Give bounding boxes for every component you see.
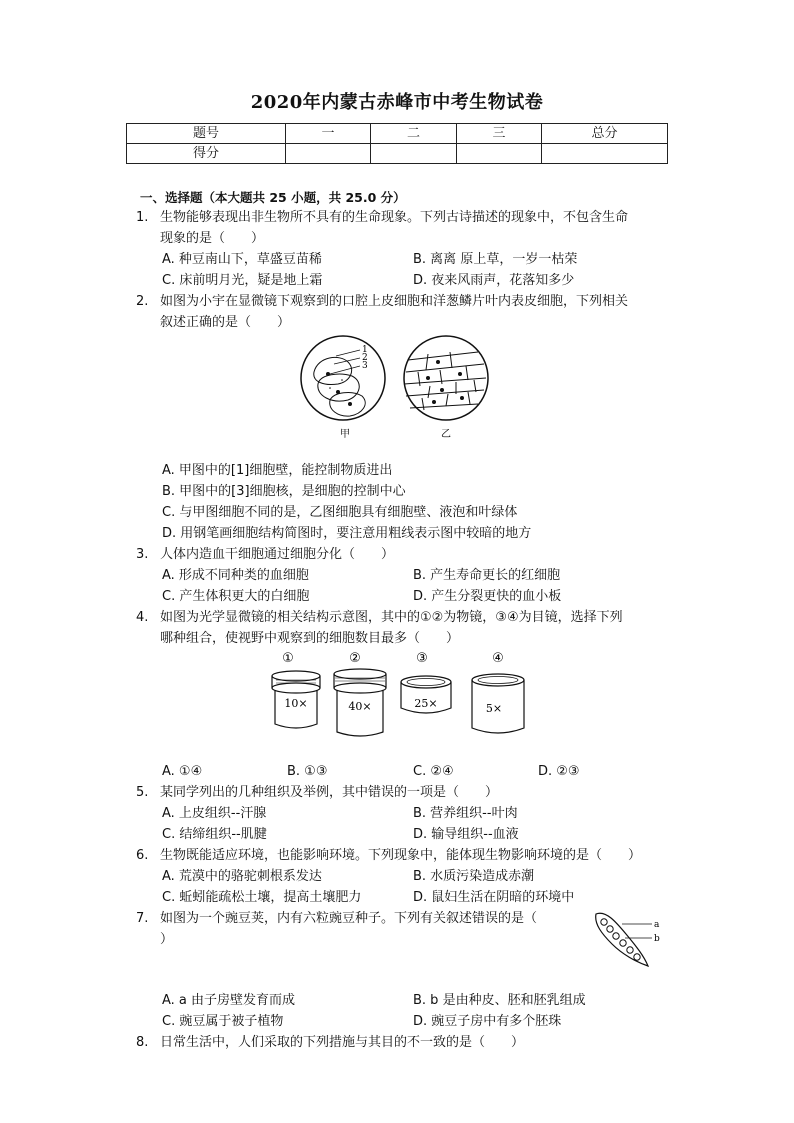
option-d: D. ②③ (538, 764, 580, 779)
question-stem: ） (160, 932, 174, 947)
figure-number: 3 (362, 361, 368, 371)
option-a: A. 种豆南山下，草盛豆苗稀 (162, 252, 322, 267)
question-stem: 生物既能适应环境，也能影响环境。下列现象中，能体现生物影响环境的是（ ） (160, 848, 642, 863)
score-cell: 总分 (542, 124, 668, 144)
score-cell (371, 144, 457, 164)
question-number: 5. (136, 785, 149, 800)
question-number: 3. (136, 547, 149, 562)
question-stem: 哪种组合，使视野中观察到的细胞数目最多（ ） (160, 631, 460, 646)
option-d: D. 豌豆子房中有多个胚珠 (413, 1014, 562, 1029)
question-stem: 某同学列出的几种组织及举例，其中错误的一项是（ ） (160, 785, 499, 800)
option-c: C. 蚯蚓能疏松土壤，提高土壤肥力 (162, 890, 362, 905)
option-b: B. 产生寿命更长的红细胞 (413, 568, 561, 583)
option-d: D. 夜来风雨声，花落知多少 (413, 273, 575, 288)
score-table-header-row (127, 124, 668, 144)
option-b: B. 水质污染造成赤潮 (413, 869, 535, 884)
question-number: 6. (136, 848, 149, 863)
option-b: B. 营养组织--叶肉 (413, 806, 518, 821)
option-c: C. ②④ (413, 764, 454, 779)
score-cell: 二 (371, 124, 457, 144)
figure-label: 乙 (441, 429, 451, 440)
question-stem: 人体内造血干细胞通过细胞分化（ ） (160, 547, 395, 562)
figure-label: 甲 (340, 429, 350, 440)
score-cell (457, 144, 542, 164)
option-c: C. 结缔组织--肌腱 (162, 827, 267, 842)
question-number: 4. (136, 610, 149, 625)
score-cell: 三 (457, 124, 542, 144)
question-stem: 如图为小宇在显微镜下观察到的口腔上皮细胞和洋葱鳞片叶内表皮细胞，下列相关 (160, 294, 629, 309)
lens-magnification: 25× (414, 697, 438, 710)
lens-magnification: 40× (348, 700, 372, 713)
eyepiece-lens-4 (472, 674, 524, 733)
score-cell: 得分 (127, 144, 286, 164)
option-b: B. ①③ (287, 764, 328, 779)
option-b: B. 离离 原上草，一岁一枯荣 (413, 252, 578, 267)
eyepiece-lens-3 (401, 676, 451, 713)
score-table (126, 123, 668, 164)
lens-label: ① (282, 651, 294, 666)
score-table-score-row (127, 144, 668, 164)
lens-label: ③ (416, 651, 428, 666)
figure-label: a (654, 920, 660, 930)
question-stem: 日常生活中，人们采取的下列措施与其目的不一致的是（ ） (160, 1035, 525, 1050)
objective-lens-2 (334, 669, 386, 736)
option-a: A. ①④ (162, 764, 203, 779)
lens-magnification: 10× (284, 697, 308, 710)
option-c: C. 产生体积更大的白细胞 (162, 589, 310, 604)
question-stem: 生物能够表现出非生物所不具有的生命现象。下列古诗描述的现象中，不包含生命 (160, 210, 629, 225)
lens-figure (268, 646, 528, 746)
lens-label: ④ (492, 651, 504, 666)
score-cell: 一 (286, 124, 371, 144)
option-a: A. a 由子房壁发育而成 (162, 993, 296, 1008)
question-stem: 叙述正确的是（ ） (160, 315, 291, 330)
option-d: D. 用钢笔画细胞结构简图时，要注意用粗线表示图中较暗的地方 (162, 526, 532, 541)
question-stem: 如图为光学显微镜的相关结构示意图，其中的①②为物镜，③④为目镜，选择下列 (160, 610, 623, 625)
option-b: B. 甲图中的[3]细胞核，是细胞的控制中心 (162, 484, 406, 499)
option-d: D. 输导组织--血液 (413, 827, 519, 842)
cell-figure (300, 334, 500, 442)
option-c: C. 床前明月光，疑是地上霜 (162, 273, 323, 288)
question-number: 2. (136, 294, 149, 309)
figure-label: b (654, 934, 660, 944)
option-a: A. 荒漠中的骆驼刺根系发达 (162, 869, 322, 884)
question-stem: 如图为一个豌豆荚，内有六粒豌豆种子。下列有关叙述错误的是（ (160, 911, 538, 926)
figure-number: 1 (362, 345, 368, 355)
option-c: C. 与甲图细胞不同的是，乙图细胞具有细胞壁、液泡和叶绿体 (162, 505, 518, 520)
score-cell (542, 144, 668, 164)
question-number: 1. (136, 210, 149, 225)
lens-magnification: 5× (485, 702, 503, 715)
option-a: A. 上皮组织--汗腺 (162, 806, 267, 821)
lens-label: ② (349, 651, 361, 666)
option-b: B. b 是由种皮、胚和胚乳组成 (413, 993, 586, 1008)
option-a: A. 形成不同种类的血细胞 (162, 568, 309, 583)
question-number: 8. (136, 1035, 149, 1050)
question-number: 7. (136, 911, 149, 926)
option-a: A. 甲图中的[1]细胞壁，能控制物质进出 (162, 463, 393, 478)
option-d: D. 产生分裂更快的血小板 (413, 589, 562, 604)
score-cell: 题号 (127, 124, 286, 144)
pea-pod-figure (592, 908, 664, 970)
section-heading: 一、选择题（本大题共 25 小题，共 25.0 分） (140, 190, 406, 205)
score-cell (286, 144, 371, 164)
question-stem: 现象的是（ ） (160, 231, 265, 246)
objective-lens-1 (272, 671, 320, 728)
page-title: 2020年内蒙古赤峰市中考生物试卷 (250, 92, 544, 113)
option-d: D. 鼠妇生活在阴暗的环境中 (413, 890, 575, 905)
option-c: C. 豌豆属于被子植物 (162, 1014, 284, 1029)
figure-number: 2 (362, 353, 368, 363)
